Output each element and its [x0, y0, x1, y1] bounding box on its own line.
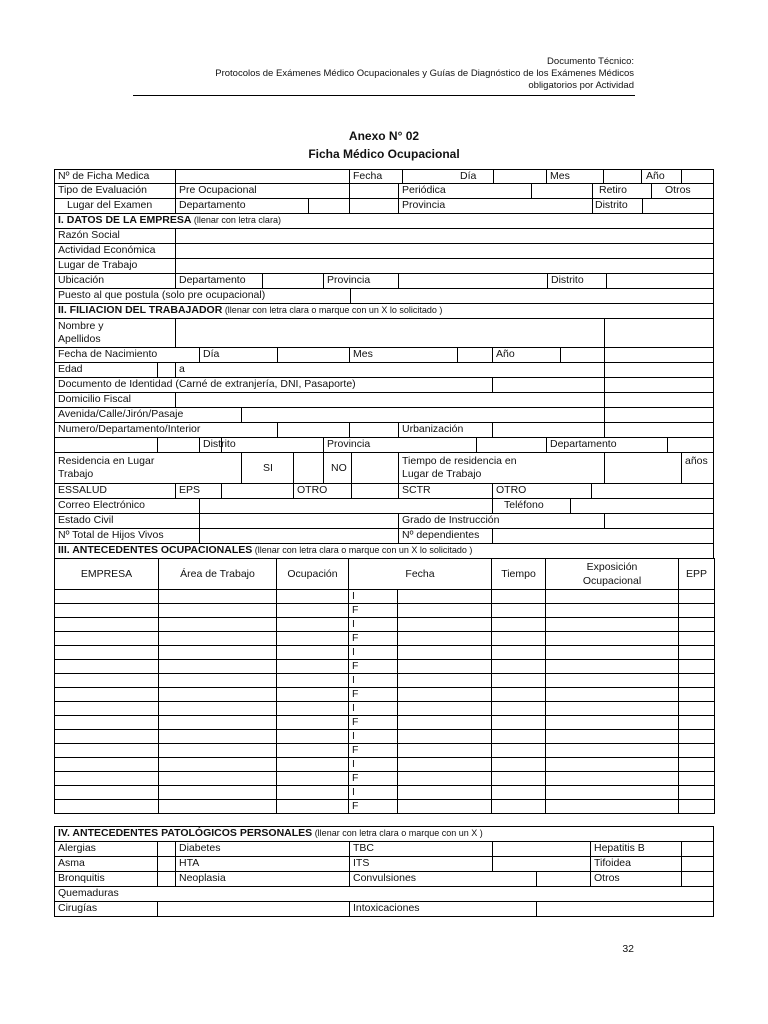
form-row	[54, 901, 714, 917]
cell-tiempo[interactable]	[492, 632, 546, 646]
section-3-note: (llenar con letra clara o marque con un X lo solicitado )	[252, 545, 473, 555]
cell-epp[interactable]	[679, 618, 715, 632]
nombre-label-2: Apellidos	[58, 333, 101, 345]
cell-epp[interactable]	[679, 772, 715, 786]
form-row	[54, 871, 714, 887]
cell-exposicion[interactable]	[546, 618, 679, 632]
cell-fecha[interactable]	[398, 688, 492, 702]
periodica-label: Periódica	[402, 184, 446, 196]
retiro-label: Retiro	[599, 184, 628, 196]
cell-ocupacion[interactable]	[277, 646, 349, 660]
form-row	[54, 258, 714, 274]
cell-fecha[interactable]	[398, 646, 492, 660]
dependientes-label: Nº dependientes	[402, 529, 480, 541]
cell-ocupacion[interactable]	[277, 618, 349, 632]
form-row	[54, 318, 714, 348]
cell-exposicion[interactable]	[546, 702, 679, 716]
cell-fecha[interactable]	[398, 702, 492, 716]
departamento-label: Departamento	[179, 274, 246, 286]
dia-label: Día	[203, 348, 220, 360]
cell-tiempo[interactable]	[492, 660, 546, 674]
cell-fecha[interactable]	[398, 618, 492, 632]
intoxicaciones-label: Intoxicaciones	[353, 902, 420, 914]
cell-fecha-marker: F	[349, 716, 398, 730]
tiempo-residencia-label-1: Tiempo de residencia en	[402, 455, 517, 467]
form-row	[54, 483, 714, 499]
provincia-label: Provincia	[327, 438, 371, 450]
cell-fecha[interactable]	[398, 758, 492, 772]
cell-ocupacion[interactable]	[277, 632, 349, 646]
cell-ocupacion[interactable]	[277, 758, 349, 772]
cell-tiempo[interactable]	[492, 646, 546, 660]
form-row	[54, 377, 714, 393]
table-row	[55, 590, 715, 604]
section-3-title: III. ANTECEDENTES OCUPACIONALES	[58, 544, 253, 556]
form-row	[54, 886, 714, 902]
ficha-label: Nº de Ficha Medica	[58, 170, 150, 182]
section-2-note: (llenar con letra clara o marque con un X lo solicitado )	[222, 305, 443, 315]
form-row	[54, 452, 714, 484]
cell-empresa[interactable]	[55, 674, 159, 688]
cell-area[interactable]	[159, 800, 277, 814]
cell-epp[interactable]	[679, 786, 715, 800]
cell-tiempo[interactable]	[492, 786, 546, 800]
hepatitis-label: Hepatitis B	[594, 842, 645, 854]
form-row	[54, 347, 714, 363]
numero-label: Numero/Departamento/Interior	[58, 423, 201, 435]
form-row	[54, 528, 714, 544]
otros-label: Otros	[665, 184, 691, 196]
page-number: 32	[622, 943, 634, 955]
cell-epp[interactable]	[679, 688, 715, 702]
cell-fecha[interactable]	[398, 772, 492, 786]
otro-label: OTRO	[297, 484, 328, 496]
cell-fecha[interactable]	[398, 590, 492, 604]
dia-label: Día	[460, 170, 477, 182]
nacimiento-label: Fecha de Nacimiento	[58, 348, 158, 360]
departamento-label: Departamento	[179, 199, 246, 211]
cell-exposicion[interactable]	[546, 758, 679, 772]
lugar-trabajo-label: Lugar de Trabajo	[58, 259, 138, 271]
cell-exposicion[interactable]	[546, 604, 679, 618]
cell-epp[interactable]	[679, 632, 715, 646]
edad-a-label: a	[179, 363, 185, 375]
table-row	[55, 646, 715, 660]
cell-empresa[interactable]	[55, 702, 159, 716]
col-fecha: Fecha	[349, 559, 492, 590]
cell-fecha-marker: I	[349, 702, 398, 716]
col-exposicion-line2: Ocupacional	[582, 575, 642, 587]
tipo-evaluacion-label: Tipo de Evaluación	[58, 184, 147, 196]
cell-tiempo[interactable]	[492, 800, 546, 814]
cell-empresa[interactable]	[55, 618, 159, 632]
cell-fecha[interactable]	[398, 632, 492, 646]
eps-label: EPS	[179, 484, 201, 496]
cell-ocupacion[interactable]	[277, 786, 349, 800]
cell-fecha-marker: I	[349, 590, 398, 604]
cell-area[interactable]	[159, 702, 277, 716]
form-row	[54, 243, 714, 259]
tiempo-residencia-label-2: Lugar de Trabajo	[402, 468, 482, 480]
cell-fecha-marker: I	[349, 786, 398, 800]
convulsiones-label: Convulsiones	[353, 872, 417, 884]
its-label: ITS	[353, 857, 370, 869]
section-4-title: IV. ANTECEDENTES PATOLÓGICOS PERSONALES	[58, 827, 313, 839]
cell-fecha-marker: F	[349, 632, 398, 646]
cell-exposicion[interactable]	[546, 688, 679, 702]
cell-empresa[interactable]	[55, 590, 159, 604]
tifoidea-label: Tifoidea	[594, 857, 631, 869]
form-row	[54, 183, 714, 199]
cell-area[interactable]	[159, 646, 277, 660]
alergias-label: Alergias	[58, 842, 96, 854]
cell-exposicion[interactable]	[546, 730, 679, 744]
cell-fecha-marker: I	[349, 674, 398, 688]
section-3-header	[54, 543, 714, 559]
table-row	[55, 632, 715, 646]
table-row	[55, 744, 715, 758]
otro-label: OTRO	[496, 484, 527, 496]
col-area-trabajo: Área de Trabajo	[159, 559, 277, 590]
form-row	[54, 169, 714, 184]
table-row	[55, 716, 715, 730]
bronquitis-label: Bronquitis	[58, 872, 105, 884]
cell-fecha-marker: F	[349, 660, 398, 674]
cell-ocupacion[interactable]	[277, 716, 349, 730]
essalud-label: ESSALUD	[58, 484, 108, 496]
cell-area[interactable]	[159, 730, 277, 744]
cell-tiempo[interactable]	[492, 590, 546, 604]
cell-fecha-marker: I	[349, 618, 398, 632]
cell-area[interactable]	[159, 772, 277, 786]
form-row	[54, 856, 714, 872]
cell-tiempo[interactable]	[492, 688, 546, 702]
col-empresa: EMPRESA	[55, 559, 159, 590]
doc-header-line1: Documento Técnico:	[547, 56, 634, 67]
distrito-label: Distrito	[595, 199, 628, 211]
form-row	[54, 288, 714, 304]
table-row	[55, 800, 715, 814]
telefono-label: Teléfono	[504, 499, 544, 511]
section-1-title: I. DATOS DE LA EMPRESA	[58, 214, 192, 226]
cell-tiempo[interactable]	[492, 744, 546, 758]
cell-area[interactable]	[159, 758, 277, 772]
doc-header-line2: Protocolos de Exámenes Médico Ocupacionales y Guías de Diagnóstico de los Exámenes Médicos	[215, 68, 634, 79]
cell-empresa[interactable]	[55, 688, 159, 702]
col-exposicion	[546, 559, 679, 590]
lugar-examen-label: Lugar del Examen	[67, 199, 153, 211]
header-divider	[133, 95, 635, 96]
form-row	[54, 422, 714, 438]
cell-empresa[interactable]	[55, 800, 159, 814]
cell-epp[interactable]	[679, 604, 715, 618]
razon-social-label: Razón Social	[58, 229, 120, 241]
avenida-label: Avenida/Calle/Jirón/Pasaje	[58, 408, 184, 420]
cell-area[interactable]	[159, 786, 277, 800]
col-ocupacion: Ocupación	[277, 559, 349, 590]
form-row	[54, 228, 714, 244]
asma-label: Asma	[58, 857, 85, 869]
table-row	[55, 688, 715, 702]
cell-epp[interactable]	[679, 800, 715, 814]
cell-exposicion[interactable]	[546, 716, 679, 730]
provincia-label: Provincia	[327, 274, 371, 286]
grado-instruccion-label: Grado de Instrucción	[402, 514, 500, 526]
cell-area[interactable]	[159, 660, 277, 674]
cell-exposicion[interactable]	[546, 772, 679, 786]
residencia-label-1: Residencia en Lugar	[58, 455, 155, 467]
correo-label: Correo Electrónico	[58, 499, 145, 511]
cell-empresa[interactable]	[55, 744, 159, 758]
cirugias-label: Cirugías	[58, 902, 98, 914]
cell-ocupacion[interactable]	[277, 744, 349, 758]
quemaduras-label: Quemaduras	[58, 887, 119, 899]
cell-tiempo[interactable]	[492, 730, 546, 744]
cell-fecha-marker: F	[349, 688, 398, 702]
cell-empresa[interactable]	[55, 786, 159, 800]
section-1-header	[54, 213, 714, 229]
cell-tiempo[interactable]	[492, 702, 546, 716]
cell-tiempo[interactable]	[492, 674, 546, 688]
actividad-label: Actividad Económica	[58, 244, 156, 256]
cell-epp[interactable]	[679, 744, 715, 758]
table-row	[55, 772, 715, 786]
cell-fecha-marker: F	[349, 772, 398, 786]
estado-civil-label: Estado Civil	[58, 514, 114, 526]
cell-fecha-marker: F	[349, 800, 398, 814]
form-row	[54, 362, 714, 378]
cell-ocupacion[interactable]	[277, 674, 349, 688]
sctr-label: SCTR	[402, 484, 431, 496]
cell-empresa[interactable]	[55, 646, 159, 660]
cell-exposicion[interactable]	[546, 590, 679, 604]
cell-ocupacion[interactable]	[277, 772, 349, 786]
section-2-header	[54, 303, 714, 319]
cell-fecha[interactable]	[398, 604, 492, 618]
cell-area[interactable]	[159, 716, 277, 730]
table-row	[55, 604, 715, 618]
cell-fecha-marker: I	[349, 758, 398, 772]
form-row	[54, 407, 714, 423]
diabetes-label: Diabetes	[179, 842, 221, 854]
cell-fecha-marker: I	[349, 646, 398, 660]
cell-tiempo[interactable]	[492, 604, 546, 618]
cell-ocupacion[interactable]	[277, 730, 349, 744]
no-label: NO	[331, 462, 347, 474]
cell-fecha[interactable]	[398, 674, 492, 688]
cell-fecha[interactable]	[398, 730, 492, 744]
col-exposicion-line1: Exposición	[586, 561, 638, 573]
tbc-label: TBC	[353, 842, 374, 854]
cell-fecha[interactable]	[398, 744, 492, 758]
cell-ocupacion[interactable]	[277, 590, 349, 604]
cell-fecha-marker: F	[349, 744, 398, 758]
cell-tiempo[interactable]	[492, 758, 546, 772]
domicilio-label: Domicilio Fiscal	[58, 393, 131, 405]
cell-fecha[interactable]	[398, 716, 492, 730]
cell-exposicion[interactable]	[546, 660, 679, 674]
anios-label: años	[685, 455, 708, 467]
fecha-label: Fecha	[353, 170, 383, 182]
table-row	[55, 730, 715, 744]
cell-exposicion[interactable]	[546, 632, 679, 646]
cell-exposicion[interactable]	[546, 674, 679, 688]
cell-exposicion[interactable]	[546, 744, 679, 758]
cell-empresa[interactable]	[55, 730, 159, 744]
table-row	[55, 618, 715, 632]
hta-label: HTA	[179, 857, 200, 869]
cell-epp[interactable]	[679, 702, 715, 716]
cell-empresa[interactable]	[55, 660, 159, 674]
section-1-note: (llenar con letra clara)	[191, 215, 281, 225]
provincia-label: Provincia	[402, 199, 446, 211]
si-label: SI	[263, 462, 273, 474]
form-row	[54, 437, 714, 453]
cell-ocupacion[interactable]	[277, 800, 349, 814]
form-row	[54, 513, 714, 529]
cell-ocupacion[interactable]	[277, 688, 349, 702]
form-row	[54, 273, 714, 289]
cell-area[interactable]	[159, 604, 277, 618]
urbanizacion-label: Urbanización	[402, 423, 464, 435]
form-title: Ficha Médico Ocupacional	[308, 147, 460, 161]
cell-ocupacion[interactable]	[277, 702, 349, 716]
departamento-label: Departamento	[550, 438, 617, 450]
ubicacion-label: Ubicación	[58, 274, 105, 286]
puesto-label: Puesto al que postula (solo pre ocupacional)	[58, 289, 266, 301]
cell-epp[interactable]	[679, 716, 715, 730]
cell-fecha-marker: I	[349, 730, 398, 744]
cell-tiempo[interactable]	[492, 716, 546, 730]
cell-area[interactable]	[159, 674, 277, 688]
cell-epp[interactable]	[679, 730, 715, 744]
table-row	[55, 674, 715, 688]
cell-epp[interactable]	[679, 758, 715, 772]
cell-area[interactable]	[159, 688, 277, 702]
residencia-label-2: Trabajo	[58, 468, 94, 480]
edad-label: Edad	[58, 363, 83, 375]
cell-empresa[interactable]	[55, 604, 159, 618]
form-row	[54, 841, 714, 857]
cell-fecha[interactable]	[398, 800, 492, 814]
cell-tiempo[interactable]	[492, 772, 546, 786]
cell-fecha[interactable]	[398, 660, 492, 674]
mes-label: Mes	[353, 348, 373, 360]
doc-header-line3: obligatorios por Actividad	[528, 80, 634, 91]
table-header-row	[55, 559, 715, 590]
cell-empresa[interactable]	[55, 772, 159, 786]
anio-label: Año	[496, 348, 515, 360]
distrito-label: Distrito	[551, 274, 584, 286]
form-row	[54, 198, 714, 214]
cell-area[interactable]	[159, 618, 277, 632]
section-4-header	[54, 826, 714, 842]
cell-exposicion[interactable]	[546, 646, 679, 660]
section-2-title: II. FILIACION DEL TRABAJADOR	[58, 304, 223, 316]
cell-empresa[interactable]	[55, 758, 159, 772]
table-row	[55, 702, 715, 716]
documento-label: Documento de Identidad (Carné de extranjería, DNI, Pasaporte)	[58, 378, 356, 390]
table-row	[55, 786, 715, 800]
form-row	[54, 498, 714, 514]
mes-label: Mes	[550, 170, 570, 182]
cell-empresa[interactable]	[55, 632, 159, 646]
col-tiempo: Tiempo	[492, 559, 546, 590]
form-row	[54, 392, 714, 408]
cell-tiempo[interactable]	[492, 618, 546, 632]
cell-fecha[interactable]	[398, 786, 492, 800]
neoplasia-label: Neoplasia	[179, 872, 226, 884]
cell-area[interactable]	[159, 744, 277, 758]
cell-empresa[interactable]	[55, 716, 159, 730]
cell-area[interactable]	[159, 590, 277, 604]
cell-ocupacion[interactable]	[277, 604, 349, 618]
table-row	[55, 660, 715, 674]
table-row	[55, 758, 715, 772]
cell-epp[interactable]	[679, 674, 715, 688]
cell-area[interactable]	[159, 632, 277, 646]
col-epp: EPP	[679, 559, 715, 590]
cell-epp[interactable]	[679, 590, 715, 604]
pre-ocupacional-label: Pre Ocupacional	[179, 184, 257, 196]
cell-ocupacion[interactable]	[277, 660, 349, 674]
hijos-label: Nº Total de Hijos Vivos	[58, 529, 164, 541]
annex-title: Anexo N° 02	[348, 129, 420, 143]
otros-label: Otros	[594, 872, 620, 884]
occupational-history-table	[54, 558, 715, 814]
cell-exposicion[interactable]	[546, 800, 679, 814]
cell-fecha-marker: F	[349, 604, 398, 618]
cell-epp[interactable]	[679, 660, 715, 674]
anio-label: Año	[646, 170, 665, 182]
cell-exposicion[interactable]	[546, 786, 679, 800]
nombre-label-1: Nombre y	[58, 320, 104, 332]
section-4-note: (llenar con letra clara o marque con un X )	[312, 828, 483, 838]
distrito-label: Distrito	[203, 438, 236, 450]
cell-epp[interactable]	[679, 646, 715, 660]
